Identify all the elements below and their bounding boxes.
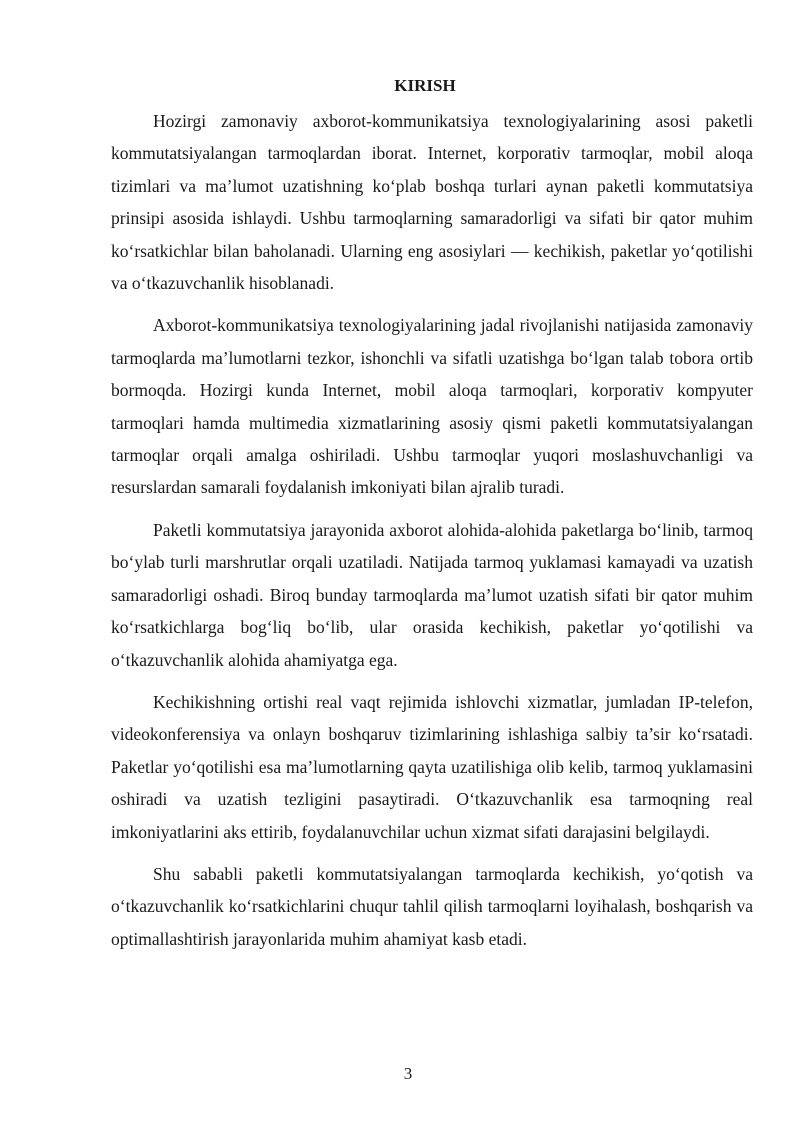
paragraph: Hozirgi zamonaviy axborot-kommunikatsiya texnologiyalarining asosi paketli kommutatsiyalangan tarmoqlardan iborat. Internet, korporativ tarmoqlar, mobil aloqa tizimlari va ma’lumot uzatishning ko‘plab boshqa turlari aynan paketli kommutatsiya prinsipi asosida ishlaydi. Ushbu tarmoqlarning samaradorligi va sifati bir qator muhim ko‘rsatkichlar bilan baholanadi. Ularning eng asosiylari — kechikish, paketlar yo‘qotilishi va o‘tkazuvchanlik hisoblanadi.: [111, 111, 753, 294]
paragraph: Paketli kommutatsiya jarayonida axborot alohida-alohida paketlarga bo‘linib, tarmoq bo‘ylab turli marshrutlar orqali uzatiladi. Natijada tarmoq yuklamasi kamayadi va uzatish samaradorligi oshadi. Biroq bunday tarmoqlarda ma’lumot uzatish sifati bir qator muhim ko‘rsatkichlarga bog‘liq bo‘lib, ular orasida kechikish, paketlar yo‘qotilishi va o‘tkazuvchanlik alohida ahamiyatga ega.: [111, 519, 753, 670]
paragraph: Axborot-kommunikatsiya texnologiyalarining jadal rivojlanishi natijasida zamonaviy tarmoqlarda ma’lumotlarni tezkor, ishonchli va sifatli uzatishga bo‘lgan talab tobora ortib bormoqda. Hozirgi kunda Internet, mobil aloqa tarmoqlari, korporativ kompyuter tarmoqlari hamda multimedia xizmatlarining asosiy qismi paketli kommutatsiyalangan tarmoqlar orqali amalga oshiriladi. Ushbu tarmoqlar yuqori moslashuvchanligi va resurslardan samarali foydalanish imkoniyati bilan ajralib turadi.: [111, 315, 753, 498]
page-number: 3: [403, 1064, 413, 1083]
paragraph: Kechikishning ortishi real vaqt rejimida ishlovchi xizmatlar, jumladan IP-telefon, videokonferensiya va onlayn boshqaruv tizimlarining ishlashiga salbiy ta’sir ko‘rsatadi. Paketlar yo‘qotilishi esa ma’lumotlarning qayta uzatilishiga olib kelib, tarmoq yuklamasini oshiradi va uzatish tezligini pasaytiradi. O‘tkazuvchanlik esa tarmoqning real imkoniyatlarini aks ettirib, foydalanuvchilar uchun xizmat sifati darajasini belgilaydi.: [111, 691, 753, 842]
paragraph: Shu sababli paketli kommutatsiyalangan tarmoqlarda kechikish, yo‘qotish va o‘tkazuvchanlik ko‘rsatkichlarini chuqur tahlil qilish tarmoqlarni loyihalash, boshqarish va optimallashtirish jarayonlarida muhim ahamiyat kasb etadi.: [111, 863, 753, 949]
section-heading: KIRISH: [394, 76, 456, 95]
body-text: [111, 105, 753, 965]
